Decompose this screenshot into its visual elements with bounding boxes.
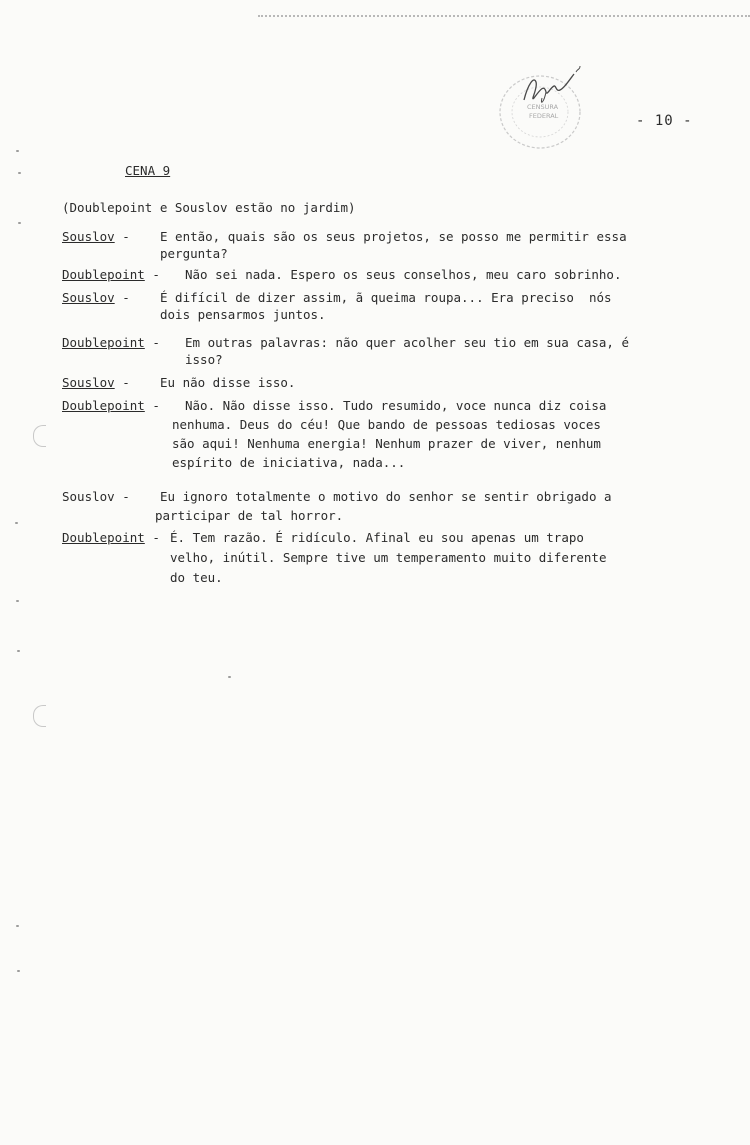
scan-speck bbox=[17, 970, 20, 972]
scan-speck bbox=[15, 522, 18, 524]
speaker-separator: - bbox=[114, 229, 130, 244]
speech-line: nenhuma. Deus do céu! Que bando de pessoas tediosas voces bbox=[172, 417, 601, 432]
speech-line: do teu. bbox=[170, 570, 223, 585]
scan-speck bbox=[228, 676, 231, 678]
scan-clip-shadow bbox=[33, 705, 46, 727]
top-border-line bbox=[258, 15, 750, 17]
scan-speck bbox=[16, 150, 19, 152]
speaker-block bbox=[62, 229, 130, 246]
stage-direction: (Doublepoint e Souslov estão no jardim) bbox=[62, 200, 356, 215]
stamp-line1: CENSURA bbox=[527, 103, 559, 111]
stamp-line2: FEDERAL bbox=[529, 112, 559, 120]
speech-line: pergunta? bbox=[160, 246, 228, 261]
speech-line: são aqui! Nenhuma energia! Nenhum prazer de viver, nenhum bbox=[172, 436, 601, 451]
speaker-separator: - bbox=[114, 375, 130, 390]
speech-line: espírito de iniciativa, nada... bbox=[172, 455, 406, 470]
speaker-name: Souslov bbox=[62, 229, 115, 244]
speaker-name: Doublepoint bbox=[62, 398, 145, 413]
speaker-name: Souslov bbox=[62, 290, 115, 305]
speaker-name: Doublepoint bbox=[62, 530, 145, 545]
speech-line: dois pensarmos juntos. bbox=[160, 307, 326, 322]
speech-line: Não. Não disse isso. Tudo resumido, voce nunca diz coisa bbox=[185, 398, 607, 413]
speaker-separator: - bbox=[114, 290, 130, 305]
speaker-name: Souslov bbox=[62, 375, 115, 390]
scan-speck bbox=[16, 925, 19, 927]
speaker-block bbox=[62, 398, 160, 415]
page-number: - 10 - bbox=[636, 113, 693, 129]
speech-line: velho, inútil. Sempre tive um temperamento muito diferente bbox=[170, 550, 607, 565]
scan-speck bbox=[17, 650, 20, 652]
censorship-stamp bbox=[494, 62, 590, 154]
speaker-separator: - bbox=[144, 267, 160, 282]
speech-line: Eu ignoro totalmente o motivo do senhor se sentir obrigado a bbox=[160, 489, 612, 504]
speaker-separator: - bbox=[114, 489, 130, 504]
scan-clip-shadow bbox=[33, 425, 46, 447]
speech-line: participar de tal horror. bbox=[155, 508, 344, 523]
speech-line: Em outras palavras: não quer acolher seu tio em sua casa, é bbox=[185, 335, 630, 350]
speech-line: isso? bbox=[185, 352, 223, 367]
scan-speck bbox=[16, 600, 19, 602]
speaker-block bbox=[62, 335, 160, 352]
speaker-separator: - bbox=[144, 530, 160, 545]
speaker-block bbox=[62, 530, 160, 547]
speech-line: E então, quais são os seus projetos, se posso me permitir essa bbox=[160, 229, 627, 244]
speaker-separator: - bbox=[144, 398, 160, 413]
speaker-separator: - bbox=[144, 335, 160, 350]
speaker-name: Souslov bbox=[62, 489, 115, 504]
speech-line: Não sei nada. Espero os seus conselhos, meu caro sobrinho. bbox=[185, 267, 622, 282]
speaker-name: Doublepoint bbox=[62, 335, 145, 350]
speech-line: É. Tem razão. É ridículo. Afinal eu sou apenas um trapo bbox=[170, 530, 584, 545]
scan-speck bbox=[18, 172, 21, 174]
speaker-block bbox=[62, 267, 160, 284]
speaker-block bbox=[62, 375, 130, 392]
speaker-block bbox=[62, 489, 130, 506]
scene-heading: CENA 9 bbox=[125, 163, 171, 178]
speaker-name: Doublepoint bbox=[62, 267, 145, 282]
scan-speck bbox=[18, 222, 21, 224]
speech-line: É difícil de dizer assim, ã queima roupa... Era preciso nós bbox=[160, 290, 612, 305]
speech-line: Eu não disse isso. bbox=[160, 375, 296, 390]
speaker-block bbox=[62, 290, 130, 307]
